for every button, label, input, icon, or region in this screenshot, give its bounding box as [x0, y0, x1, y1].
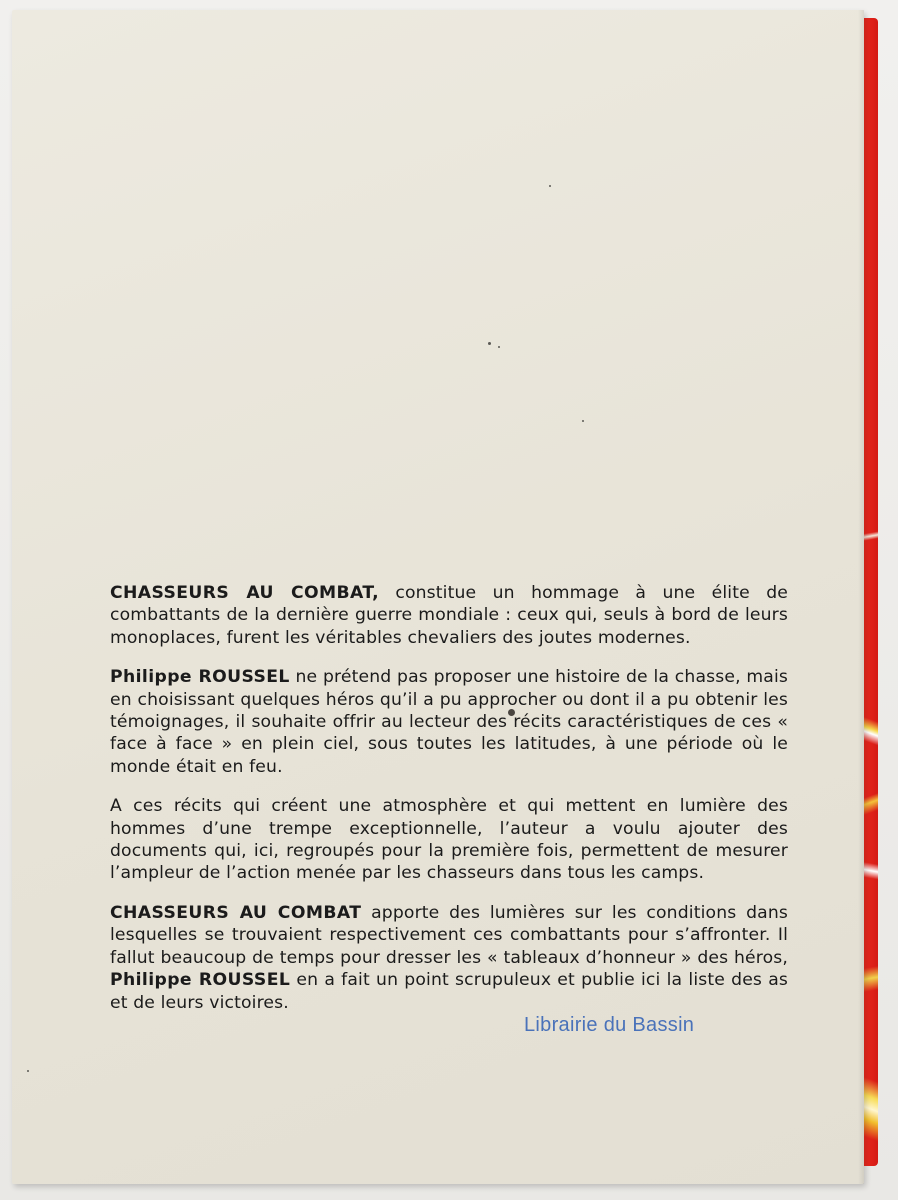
- author-name-bold: Philippe ROUSSEL: [110, 970, 291, 991]
- paper-speck: [549, 185, 551, 187]
- blurb-paragraph-4: CHASSEURS AU COMBAT apporte des lumières sur les conditions dans lesquelles se trouvaient respectivement ces combattants pour s’affronter. Il fallut beaucoup de temps pour dresser les « tableaux d’honneur » des héros, Philippe ROUSSEL en a fait un point scrupuleux et publie ici la liste des as et de leurs victoires.: [110, 902, 788, 1013]
- blurb-paragraph-3: A ces récits qui créent une atmosphère et qui mettent en lumière des hommes d’une trempe exceptionnelle, l’auteur a voulu ajouter des documents qui, ici, regroupés pour la première fois, permettent de mesurer l’ampleur de l’action menée par les chasseurs dans tous les camps.: [110, 796, 788, 884]
- book-back-cover: [12, 10, 864, 1184]
- paper-speck: [582, 420, 584, 422]
- blurb-paragraph-1: CHASSEURS AU COMBAT, constitue un hommage à une élite de combattants de la dernière guerre mondiale : ceux qui, seuls à bord de leurs monoplaces, furent les véritables chevaliers des joutes modernes.: [110, 583, 788, 648]
- paper-speck: [488, 342, 491, 345]
- cover-edge-shadow: [858, 10, 864, 1184]
- paper-speck: [498, 346, 500, 348]
- blurb-paragraph-2: Philippe ROUSSEL ne prétend pas proposer une histoire de la chasse, mais en choisissant quelques héros qu’il a pu approcher ou dont il a pu obtenir les témoignages, il souhaite offrir au lecteur des récits caractéristiques de ces « face à face » en plein ciel, sous toutes les latitudes, à une période où le monde était en feu.: [110, 667, 789, 777]
- paper-speck: [27, 1070, 29, 1072]
- book-title-bold: CHASSEURS AU COMBAT,: [110, 583, 379, 603]
- author-name-bold: Philippe ROUSSEL: [110, 667, 290, 688]
- back-cover-blurb: [110, 582, 788, 1031]
- book-title-bold: CHASSEURS AU COMBAT: [110, 902, 362, 923]
- seller-watermark: Librairie du Bassin: [524, 1014, 695, 1036]
